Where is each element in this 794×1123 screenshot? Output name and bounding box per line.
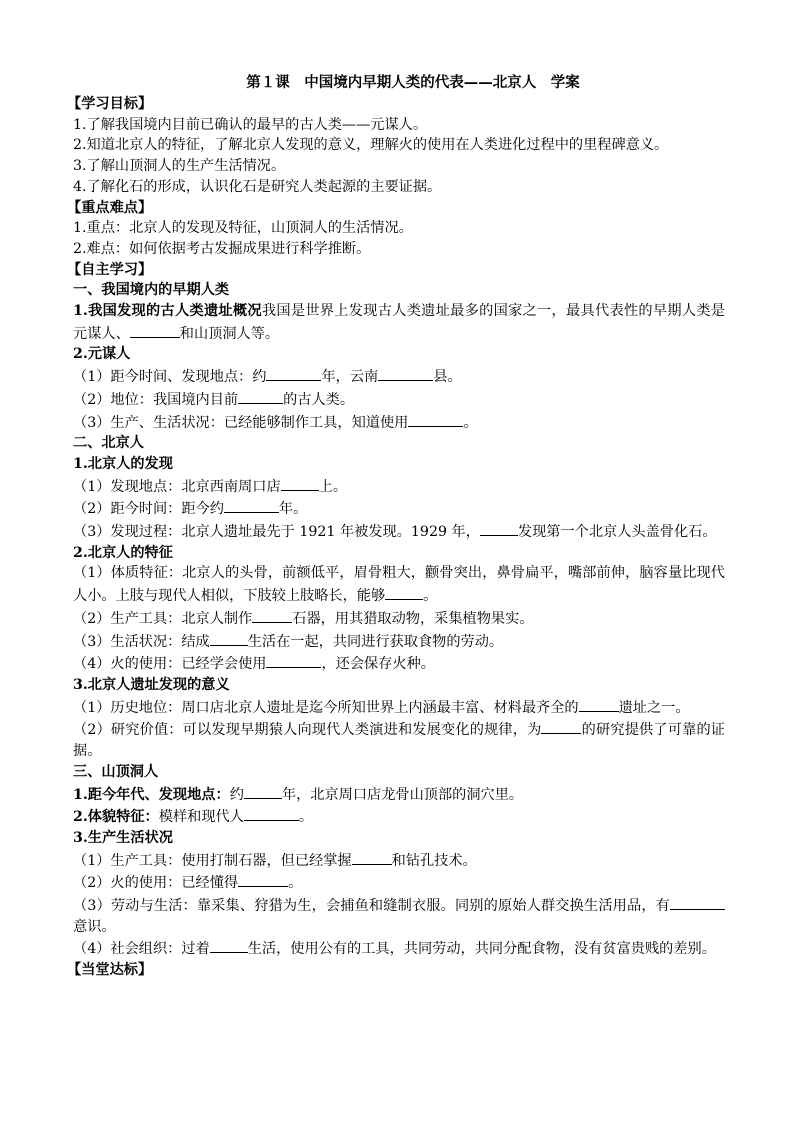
yuanmou-line-1: （1）距今时间、发现地点：约 年，云南 县。: [73, 365, 725, 388]
section-1-paragraph-1: 1.我国发现的古人类遗址概况我国是世界上发现古人类遗址最多的国家之一，最具代表性的早期人类是元谋人、 和山顶洞人等。: [73, 303, 725, 342]
upper-cave-age-line: 1.距今年代、发现地点：约 年，北京周口店龙骨山顶部的洞穴里。: [73, 783, 725, 806]
peking-discovery-line-3: （3）发现过程：北京人遗址最先于 1921 年被发现。1929 年， 发现第一个北京人头盖骨化石。: [73, 520, 725, 543]
peking-significance-heading: 3.北京人遗址发现的意义: [73, 676, 230, 693]
peking-features-line-4: （4）火的使用：已经学会使用 ，还会保存火种。: [73, 652, 725, 675]
section-2-heading: 二、北京人: [73, 435, 144, 452]
fill-blank[interactable]: [210, 630, 248, 646]
fill-blank[interactable]: [252, 607, 292, 623]
goal-item-1: 1.了解我国境内目前已确认的最早的古人类——元谋人。: [73, 116, 428, 133]
peking-discovery-line-1: （1）发现地点：北京西南周口店 上。: [73, 475, 725, 498]
fill-blank[interactable]: [579, 696, 619, 712]
upper-cave-appearance-line: 2.体貌特征：模样和现代人 。: [73, 805, 725, 828]
key-point-item-2: 2.难点：如何依据考古发掘成果进行科学推断。: [73, 240, 371, 257]
key-point-item-1: 1.重点：北京人的发现及特征，山顶洞人的生活情况。: [73, 220, 413, 237]
yuanmou-heading: 2.元谋人: [73, 346, 131, 363]
yuanmou-line-3: （3）生产、生活状况：已经能够制作工具，知道使用 。: [73, 411, 725, 434]
peking-features-line-3: （3）生活状况：结成 生活在一起，共同进行获取食物的劳动。: [73, 630, 725, 653]
peking-significance-line-2: （2）研究价值：可以发现早期猿人向现代人类演进和发展变化的规律，为 的研究提供了可靠的证据。: [73, 718, 725, 761]
fill-blank[interactable]: [352, 849, 392, 865]
fill-blank[interactable]: [238, 388, 283, 404]
fill-blank[interactable]: [385, 584, 423, 600]
goal-item-3: 3.了解山顶洞人的生产生活情况。: [73, 158, 286, 175]
fill-blank[interactable]: [238, 871, 288, 887]
peking-significance-line-1: （1）历史地位：周口店北京人遗址是迄今所知世界上内涵最丰富、材料最齐全的 遗址之一。: [73, 696, 725, 719]
fill-blank[interactable]: [378, 365, 433, 381]
upper-cave-life-line-1: （1）生产工具：使用打制石器，但已经掌握 和钻孔技术。: [73, 849, 725, 872]
fill-blank[interactable]: [281, 475, 319, 491]
in-class-check-heading: 【当堂达标】: [67, 962, 153, 979]
upper-cave-life-line-3: （3）劳动与生活：靠采集、狩猎为生，会捕鱼和缝制衣服。同别的原始人群交换生活用品，有意识。: [73, 894, 725, 937]
peking-features-line-2: （2）生产工具：北京人制作 石器，用其猎取动物，采集植物果实。: [73, 607, 725, 630]
worksheet-page: [67, 73, 725, 981]
fill-blank[interactable]: [541, 718, 581, 734]
section-3-heading: 三、山顶洞人: [73, 763, 159, 780]
fill-blank[interactable]: [244, 805, 299, 821]
yuanmou-line-2: （2）地位：我国境内目前 的古人类。: [73, 388, 725, 411]
peking-features-line-1: （1）体质特征：北京人的头骨，前额低平，眉骨粗大，颧骨突出，鼻骨扁平，嘴部前伸，脑容量比现代人小。上肢与现代人相似，下肢较上肢略长，能够 。: [73, 565, 725, 605]
fill-blank[interactable]: [480, 520, 518, 536]
fill-blank[interactable]: [266, 365, 321, 381]
sub-heading: 1.我国发现的古人类遗址概况: [73, 303, 262, 320]
key-points-heading: 【重点难点】: [67, 199, 153, 216]
fill-blank[interactable]: [408, 411, 463, 427]
peking-discovery-heading: 1.北京人的发现: [73, 455, 173, 472]
fill-blank[interactable]: [210, 937, 248, 953]
learning-goals-heading: 【学习目标】: [67, 96, 153, 112]
fill-blank[interactable]: [130, 322, 180, 338]
self-study-heading: 【自主学习】: [67, 261, 153, 278]
upper-cave-life-line-2: （2）火的使用：已经懂得 。: [73, 871, 725, 894]
upper-cave-life-line-4: （4）社会组织：过着 生活，使用公有的工具，共同劳动，共同分配食物，没有贫富贵贱的差别。: [73, 937, 725, 960]
upper-cave-life-heading: 3.生产生活状况: [73, 829, 173, 846]
peking-features-heading: 2.北京人的特征: [73, 544, 173, 561]
fill-blank[interactable]: [224, 497, 279, 513]
fill-blank[interactable]: [244, 783, 282, 799]
section-1-heading: 一、我国境内的早期人类: [73, 282, 230, 299]
page-title: 第１课 中国境内早期人类的代表——北京人 学案: [246, 74, 580, 91]
goal-item-2: 2.知道北京人的特征，了解北京人发现的意义，理解火的使用在人类进化过程中的里程碑意义。: [73, 137, 669, 154]
goal-item-4: 4.了解化石的形成，认识化石是研究人类起源的主要证据。: [73, 178, 442, 195]
fill-blank[interactable]: [266, 652, 321, 668]
fill-blank[interactable]: [670, 894, 725, 910]
peking-discovery-line-2: （2）距今时间：距今约 年。: [73, 497, 725, 520]
